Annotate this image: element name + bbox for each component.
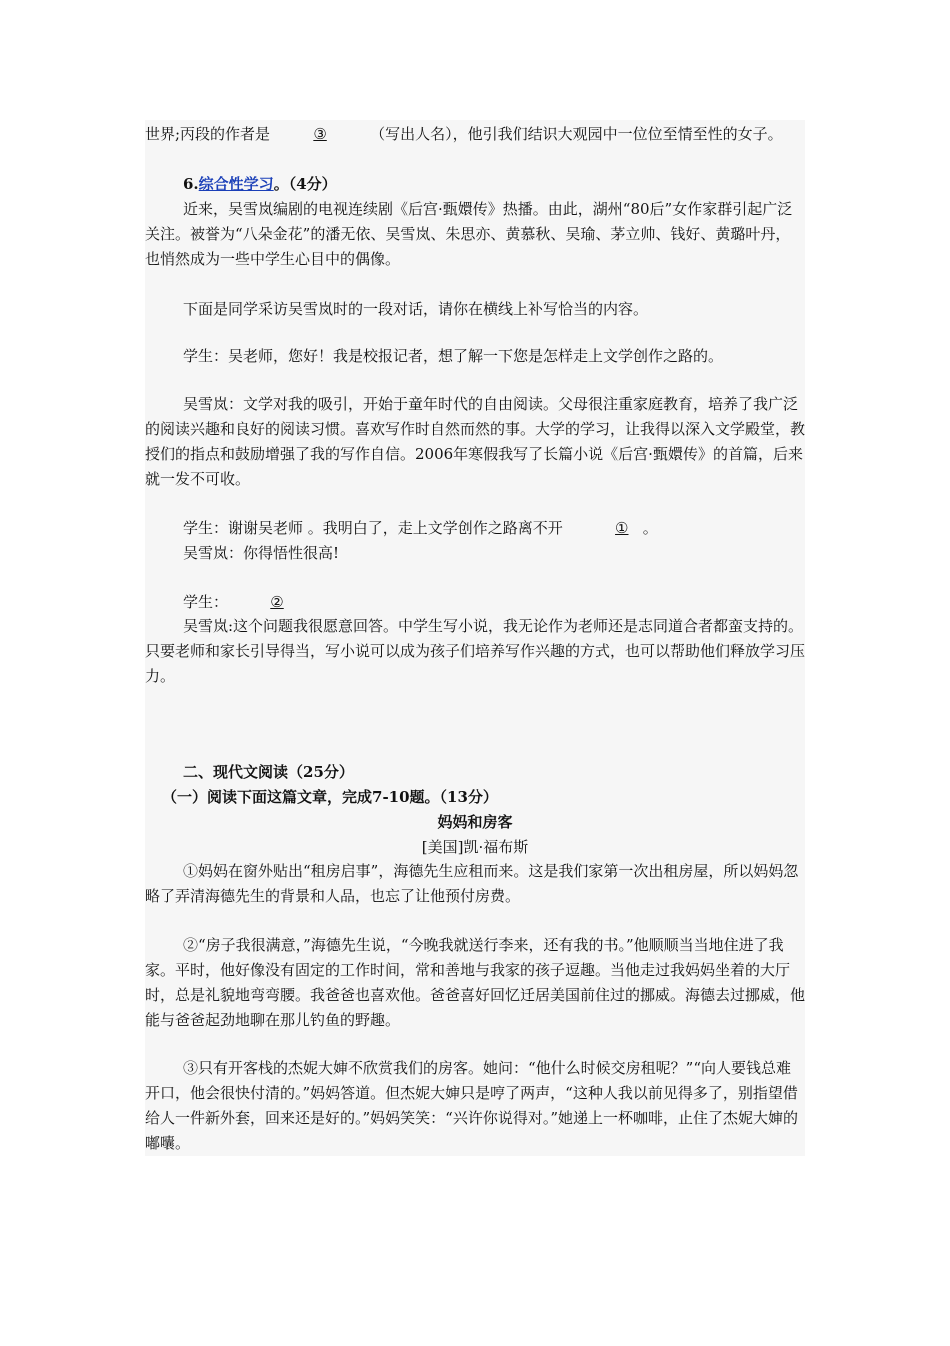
q6-dot: 。 <box>273 175 289 193</box>
q6-instruction: 下面是同学采访吴雪岚时的一段对话，请你在横线上补写恰当的内容。 <box>183 300 649 318</box>
dialogue-student-2 <box>145 516 805 541</box>
q5-tail-paragraph <box>145 122 805 147</box>
comprehensive-study-link[interactable]: 综合性学习 <box>198 175 274 193</box>
student-2-period: 。 <box>642 519 658 537</box>
q6-score: （4分） <box>288 175 337 193</box>
article-author: [美国]凯·福布斯 <box>421 838 529 856</box>
dialogue-wu-1: 吴雪岚：文学对我的吸引，开始于童年时代的自由阅读。父母很注重家庭教育，培养了我广泛的阅读兴趣和良好的阅读习惯。喜欢写作时自然而然的事。大学的学习，让我得以深入文学殿堂，教授们的指点和鼓励增强了我的写作自信。2006年寒假我写了长篇小说《后宫·甄嬛传》的首篇，后来就一发不可收。 <box>145 395 806 488</box>
dialogue-wu-2: 吴雪岚：你得悟性很高! <box>183 544 340 562</box>
dialogue-student-1: 学生：吴老师，您好！我是校报记者，想了解一下您是怎样走上文学创作之路的。 <box>183 347 724 365</box>
article-paragraph-3: ③只有开客栈的杰妮大婶不欣赏我们的房客。她问：“他什么时候交房租呢？”“向人要钱总难开口，他会很快付清的。”妈妈答道。但杰妮大婶只是哼了两声，“这种人我以前见得多了，别指望借给人一件新外套，回来还是好的。”妈妈笑笑：“兴许你说得对。”她递上一杯咖啡，止住了杰妮大婶的嘟囔。 <box>145 1059 799 1152</box>
article-title: 妈妈和房客 <box>437 813 513 831</box>
answer-blank-3[interactable]: ③ <box>313 125 327 143</box>
q5-tail-text-after: （写出人名），他引我们结识大观园中一位位至情至性的女子。 <box>370 125 783 143</box>
q6-number: 6. <box>183 175 199 193</box>
article-paragraph-2: ②“房子我很满意，”海德先生说，“今晚我就送行李来，还有我的书。”他顺顺当当地住进了我家。平时，他好像没有固定的工作时间，常和善地与我家的孩子逗趣。当他走过我妈妈坐着的大厅时，总是礼貌地弯弯腰。我爸爸也喜欢他。爸爸喜好回忆迁居美国前住过的挪威。海德去过挪威，他能与爸爸起劲地聊在那儿钓鱼的野趣。 <box>145 936 806 1029</box>
section-2-heading: 二、现代文阅读（25分） <box>183 763 354 781</box>
dialogue-wu-3: 吴雪岚:这个问题我很愿意回答。中学生写小说，我无论作为老师还是志同道合者都蛮支持的。只要老师和家长引导得当，写小说可以成为孩子们培养写作兴趣的方式，也可以帮助他们释放学习压力。 <box>145 617 806 685</box>
student-2-text: 学生：谢谢吴老师 。我明白了，走上文学创作之路离不开 <box>183 519 563 537</box>
q6-intro: 近来，吴雪岚编剧的电视连续剧《后宫·甄嬛传》热播。由此，湖州“80后”女作家群引起广泛关注。被誉为“八朵金花”的潘无依、吴雪岚、朱思亦、黄慕秋、吴瑜、茅立帅、钱好、黄璐叶丹，也悄然成为一些中学生心目中的偶像。 <box>145 200 793 268</box>
section-2-subheading: （一）阅读下面这篇文章，完成7-10题。（13分） <box>162 788 498 806</box>
answer-blank-1[interactable]: ① <box>615 519 629 537</box>
answer-blank-2[interactable]: ② <box>270 593 284 611</box>
article-paragraph-1: ①妈妈在窗外贴出“租房启事”，海德先生应租而来。这是我们家第一次出租房屋，所以妈妈忽略了弄清海德先生的背景和人品，也忘了让他预付房费。 <box>145 862 799 905</box>
student-3-text: 学生： <box>183 593 229 611</box>
q6-heading <box>145 172 805 197</box>
dialogue-student-3 <box>145 590 805 615</box>
q5-tail-text: 世界;丙段的作者是 <box>145 125 271 143</box>
